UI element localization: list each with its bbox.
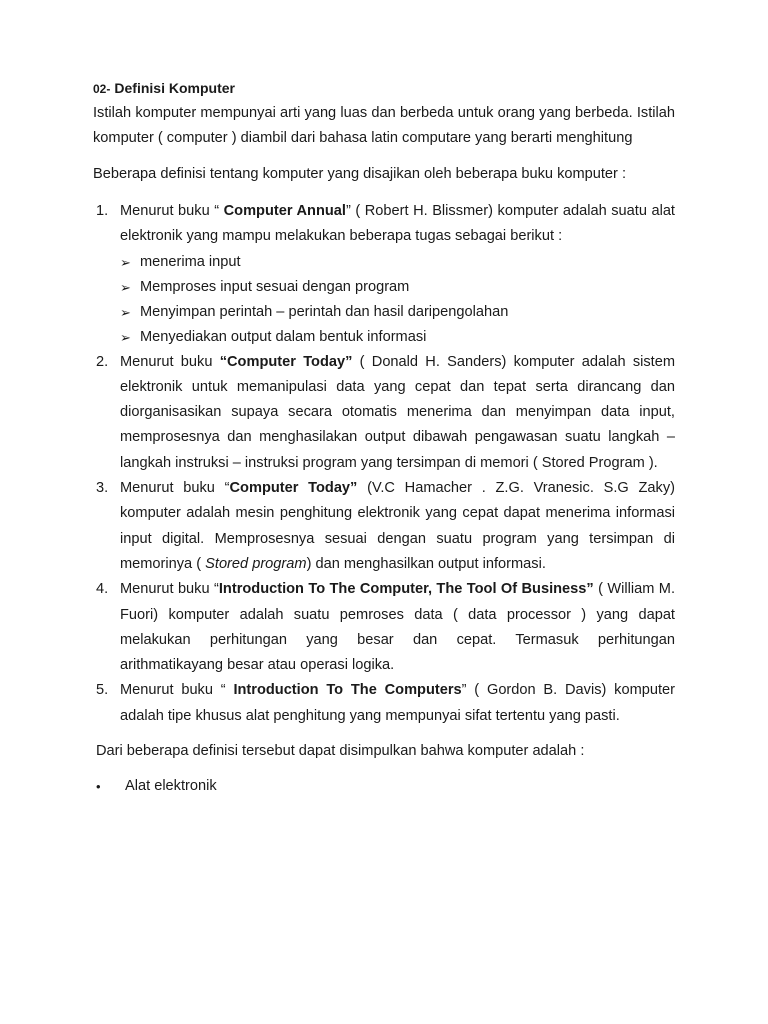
sub-item-text: Menyediakan output dalam bentuk informasi	[140, 328, 427, 345]
item-text: (V.C Hamacher . Z.G. Vranesic. S.G Zaky) komputer adalah mesin penghitung elektronik yang cepat dapat menerima informasi input digital. Memprosesnya sesuai dengan suatu program yang tersimpan di memorinya (	[120, 480, 675, 572]
section-number: 02-	[93, 82, 111, 96]
list-item	[93, 577, 675, 678]
list-item	[93, 678, 675, 729]
sub-item-text: Menyimpan perintah – perintah dan hasil daripengolahan	[140, 303, 509, 320]
item-text: ” ( Gordon B. Davis) komputer adalah tipe khusus alat penghitung yang mempunyai sifat tertentu yang pasti.	[120, 682, 675, 724]
book-title: “Computer Today”	[219, 353, 353, 370]
book-title: Introduction To The Computer, The Tool Of Business”	[218, 581, 594, 598]
sub-list-item	[120, 300, 675, 325]
conclusion-paragraph: Dari beberapa definisi tersebut dapat disimpulkan bahwa komputer adalah :	[96, 743, 585, 760]
bullet-icon: •	[96, 779, 101, 795]
sub-item-text: Memproses input sesuai dengan program	[140, 278, 410, 295]
arrow-bullet-icon: ➢	[120, 329, 131, 345]
intro-paragraph: Istilah komputer mempunyai arti yang luas dan berbeda untuk orang yang berbeda. Istilah komputer ( computer ) diambil dari bahasa latin computare yang berarti menghitung	[93, 105, 675, 146]
book-title: Computer Today”	[229, 480, 358, 497]
section-heading	[93, 78, 675, 99]
book-title: Computer Annual	[223, 203, 346, 219]
item-text-pre: Menurut buku “	[120, 581, 219, 598]
item-text-pre: Menurut buku “	[120, 480, 230, 497]
list-item	[93, 476, 675, 577]
document-page	[93, 78, 675, 799]
bullet-item	[93, 774, 675, 799]
sub-list-item	[120, 250, 675, 275]
item-number: 2.	[96, 353, 109, 370]
item-text-pre: Menurut buku	[120, 353, 220, 370]
sub-item-text: menerima input	[140, 253, 241, 270]
item-text-pre: Menurut buku “	[120, 682, 234, 699]
definition-list	[93, 199, 675, 729]
list-item	[93, 199, 675, 350]
lead-paragraph: Beberapa definisi tentang komputer yang disajikan oleh beberapa buku komputer :	[93, 166, 627, 182]
item-text-end: ) dan menghasilkan output informasi.	[306, 555, 546, 572]
item-number: 1.	[96, 203, 109, 219]
book-title: Introduction To The Computers	[233, 682, 462, 699]
item-text: ” ( Robert H. Blissmer) komputer adalah suatu alat elektronik yang mampu melakukan beberapa tugas sebagai berikut :	[120, 203, 675, 245]
arrow-bullet-icon: ➢	[120, 254, 131, 270]
item-text: ( Donald H. Sanders) komputer adalah sistem elektronik untuk memanipulasi data yang cepat dan tepat serta dirancang dan diorganisasikan supaya secara otomatis menerima dan menyimpan data input, memprosesnya dan menghasilakan output dibawah pengawasan suatu langkah – langkah instruksi – instruksi program yang tersimpan di memori ( Stored Program ).	[120, 353, 675, 471]
section-title: Definisi Komputer	[114, 80, 235, 96]
item-number: 3.	[96, 480, 109, 497]
item-text-pre: Menurut buku “	[120, 203, 224, 219]
item-number: 5.	[96, 682, 109, 699]
italic-term: Stored program	[205, 555, 307, 572]
sub-list-item	[120, 325, 675, 350]
arrow-bullet-icon: ➢	[120, 279, 131, 295]
bullet-text: Alat elektronik	[125, 778, 217, 795]
sub-list	[120, 250, 675, 350]
sub-list-item	[120, 275, 675, 300]
item-text: ( William M. Fuori) komputer adalah suatu pemroses data ( data processor ) yang dapat melakukan perhitungan yang besar dan cepat. Termasuk perhitungan arithmatikayang besar atau operasi logika.	[120, 581, 675, 674]
item-number: 4.	[96, 581, 109, 598]
arrow-bullet-icon: ➢	[120, 304, 131, 320]
list-item	[93, 350, 675, 476]
